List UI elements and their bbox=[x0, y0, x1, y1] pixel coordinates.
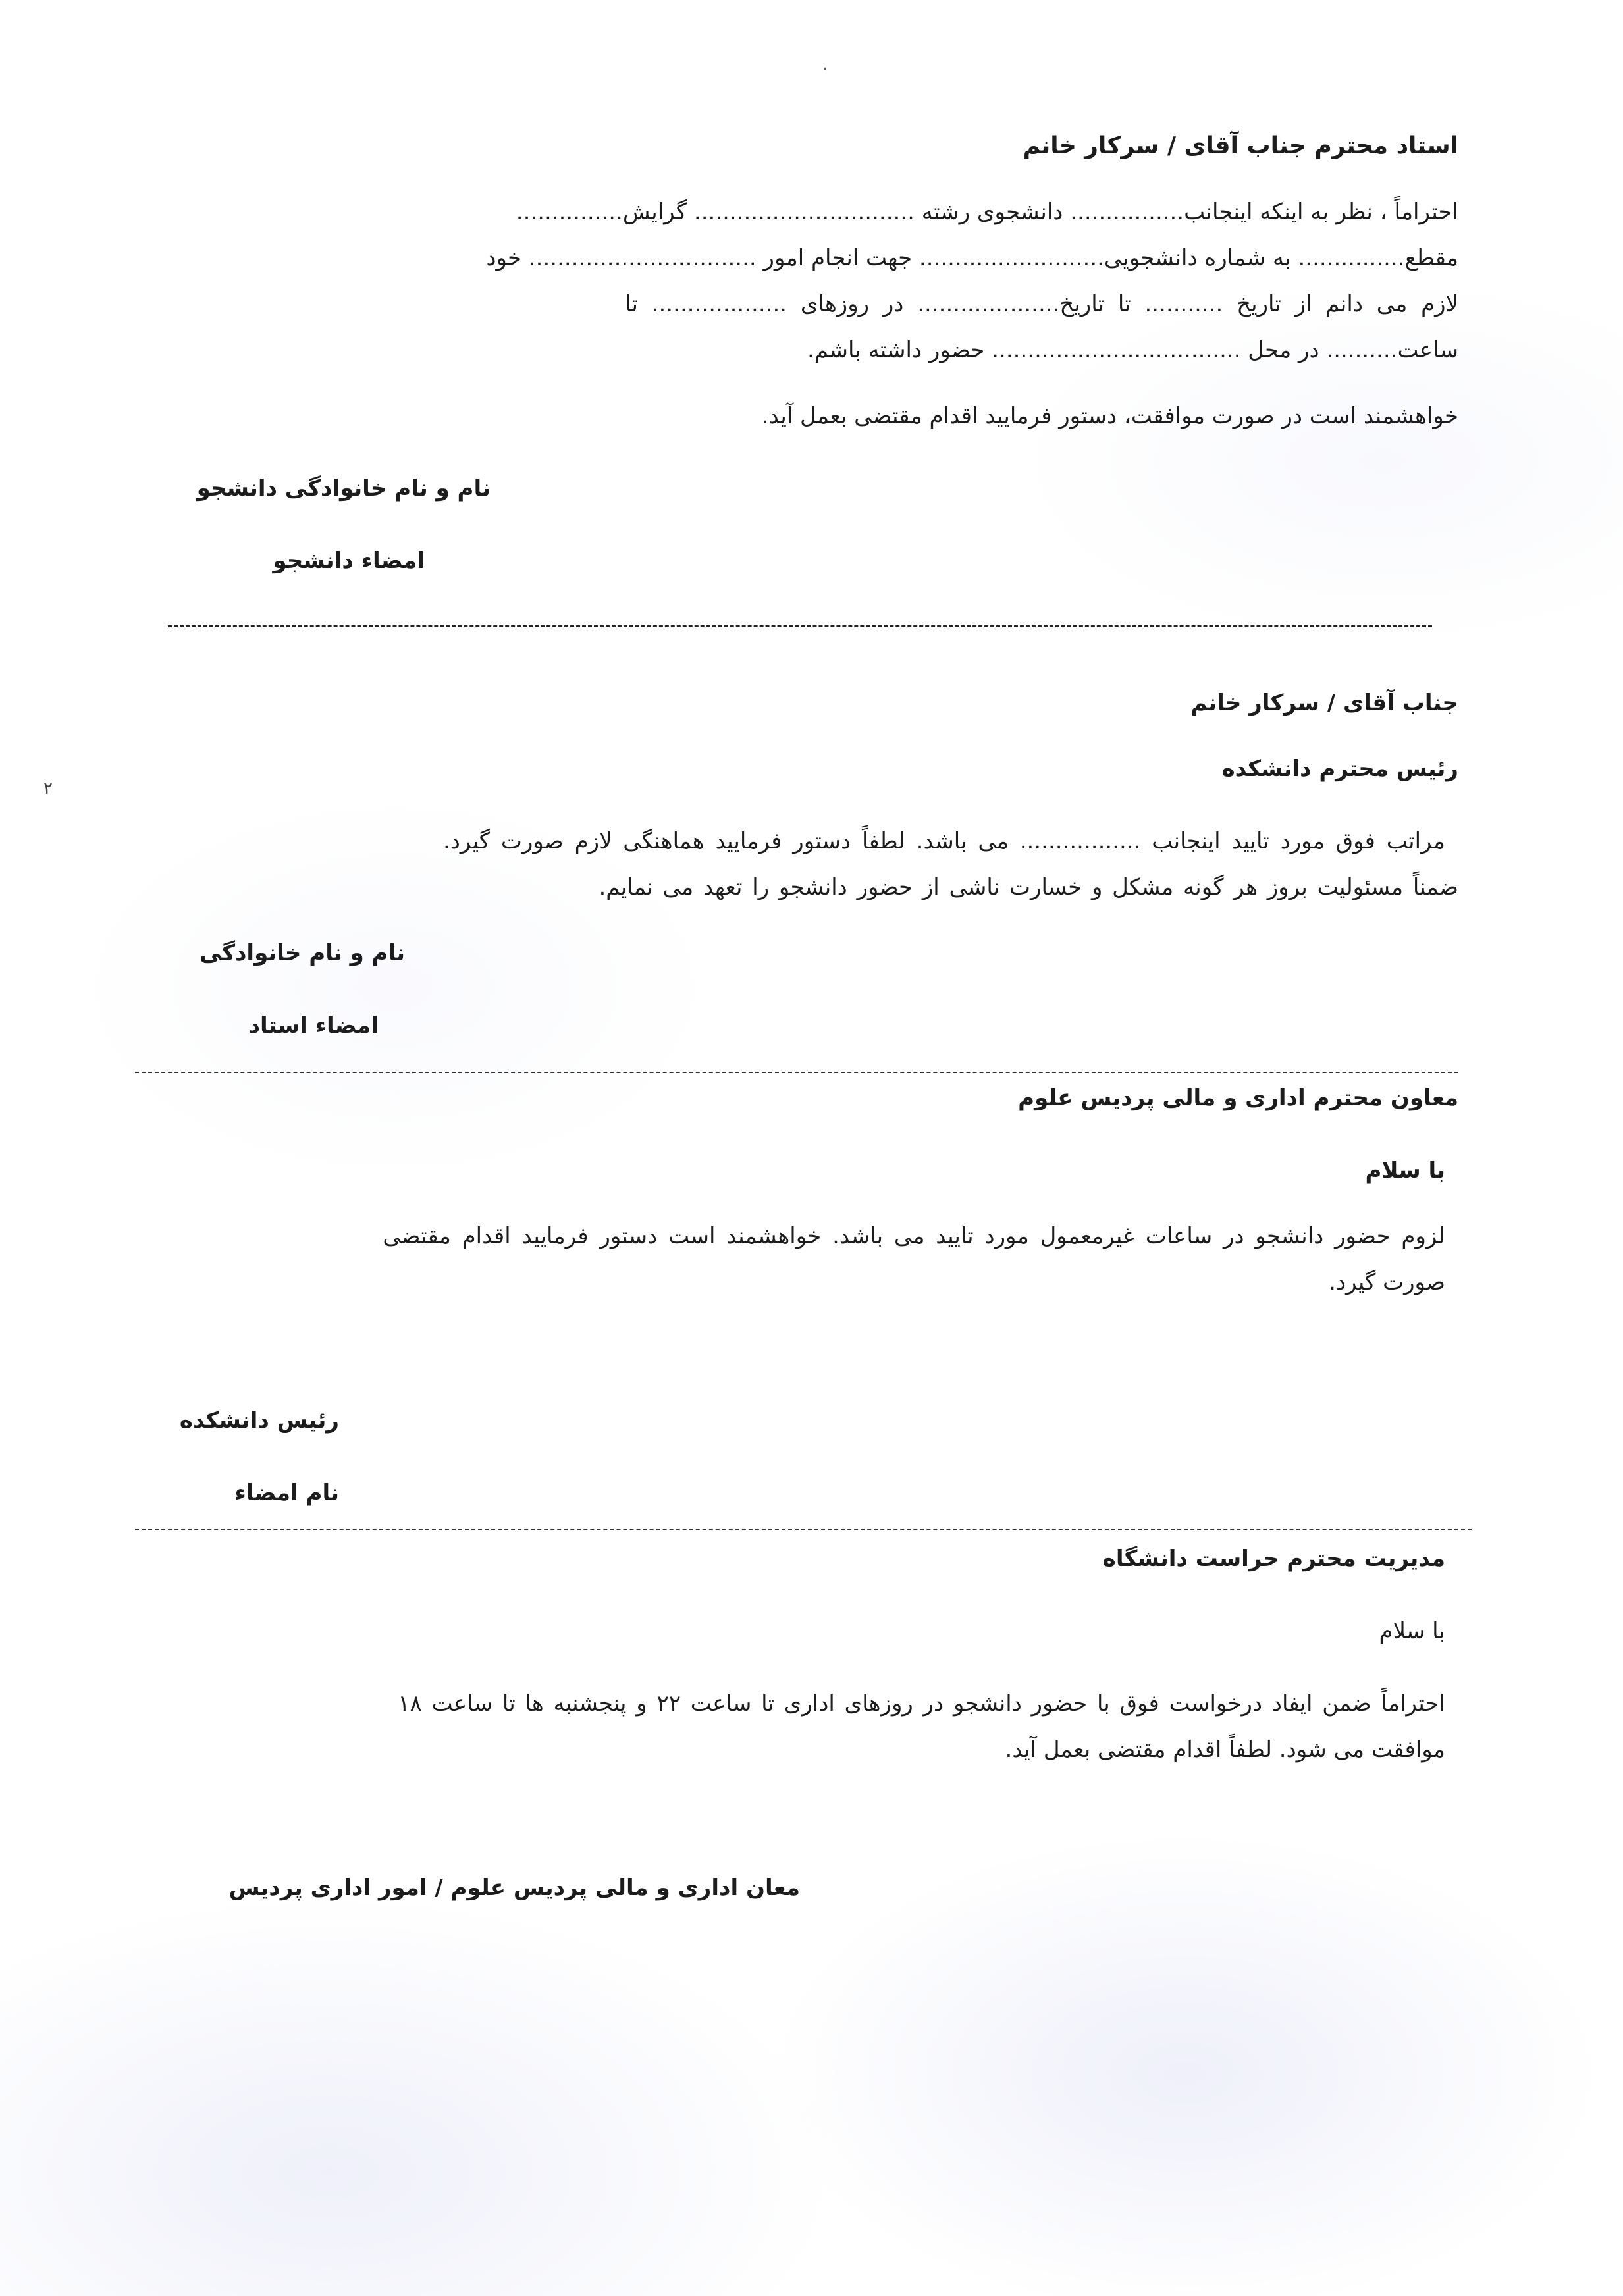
student-signature-label: امضاء دانشجو bbox=[273, 548, 425, 574]
section2-body2: ضمناً مسئولیت بروز هر گونه مشکل و خسارت ناشی از حضور دانشجو را تعهد می نمایم. bbox=[599, 874, 1458, 900]
section1-line1: احتراماً ، نظر به اینکه اینجانب................ دانشجوی رشته ............................... گرایش............... bbox=[516, 199, 1458, 225]
professor-name-label: نام و نام خانوادگی bbox=[199, 940, 405, 966]
section4-body1: احتراماً ضمن ایفاد درخواست فوق با حضور دانشجو در روزهای اداری تا ساعت ۲۲ و پنجشنبه ها تا ساعت ۱۸ bbox=[398, 1690, 1445, 1717]
section4-greeting: با سلام bbox=[1379, 1618, 1445, 1644]
dean-signature-label: نام امضاء bbox=[234, 1480, 339, 1506]
section2-addressee: رئیس محترم دانشکده bbox=[1221, 756, 1458, 782]
section3-body2: صورت گیرد. bbox=[1329, 1269, 1445, 1295]
divider-1 bbox=[168, 625, 1432, 627]
section1-line2: مقطع............... به شماره دانشجویی.......................... جهت انجام امور ................................ خود bbox=[486, 245, 1458, 271]
section1-line4: ساعت.......... در محل ................................... حضور داشته باشم. bbox=[807, 337, 1458, 363]
section1-line3: لازم می دانم از تاریخ ........... تا تاریخ.................... در روزهای ................... تا bbox=[625, 291, 1458, 317]
margin-mark: ۲ bbox=[43, 779, 53, 798]
dean-title-label: رئیس دانشکده bbox=[179, 1407, 339, 1434]
section3-addressee: معاون محترم اداری و مالی پردیس علوم bbox=[1018, 1085, 1458, 1111]
section1-salutation: استاد محترم جناب آقای / سرکار خانم bbox=[1023, 132, 1458, 159]
section2-body1: مراتب فوق مورد تایید اینجانب ................. می باشد. لطفاً دستور فرمایید هماهنگی لازم صورت گیرد. bbox=[442, 828, 1445, 854]
section1-request: خواهشمند است در صورت موافقت، دستور فرمایید اقدام مقتضی بعمل آید. bbox=[761, 403, 1458, 429]
section4-signature: معان اداری و مالی پردیس علوم / امور اداری پردیس bbox=[228, 1875, 800, 1901]
section4-body2: موافقت می شود. لطفاً اقدام مقتضی بعمل آید. bbox=[1005, 1736, 1445, 1763]
divider-3 bbox=[135, 1529, 1472, 1530]
speck-mark: · bbox=[822, 58, 828, 81]
section2-salutation: جناب آقای / سرکار خانم bbox=[1190, 690, 1458, 716]
section3-greeting: با سلام bbox=[1365, 1157, 1445, 1184]
student-name-label: نام و نام خانوادگی دانشجو bbox=[196, 475, 491, 502]
section3-body1: لزوم حضور دانشجو در ساعات غیرمعمول مورد تایید می باشد. خواهشمند است دستور فرمایید اقدام مقتضی bbox=[383, 1223, 1445, 1249]
section4-addressee: مدیریت محترم حراست دانشگاه bbox=[1102, 1546, 1445, 1572]
professor-signature-label: امضاء استاد bbox=[248, 1012, 379, 1039]
divider-2 bbox=[135, 1072, 1458, 1073]
